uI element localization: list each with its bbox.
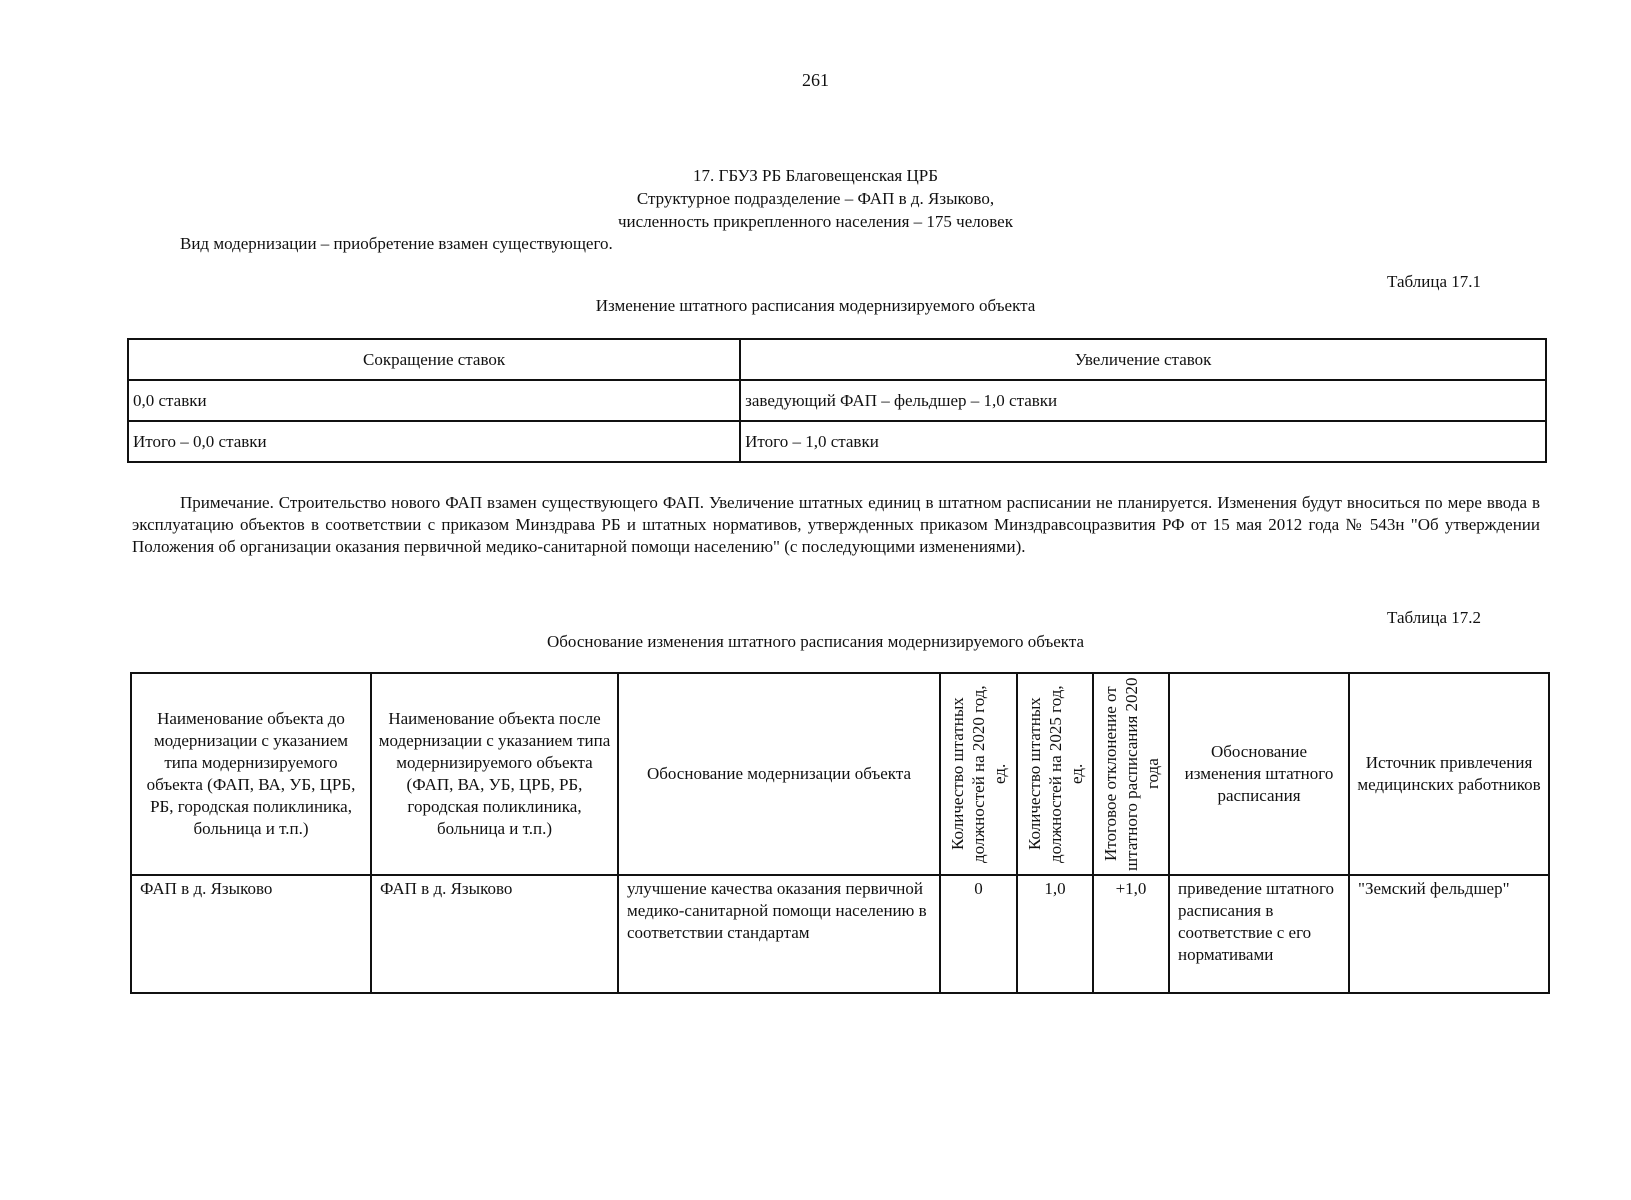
table-row <box>128 380 1546 421</box>
cell-increase: заведующий ФАП – фельдшер – 1,0 ставки <box>740 380 1546 421</box>
header-object-before: Наименование объекта до модернизации с указанием типа модернизируемого объекта (ФАП, ВА, УБ, ЦРБ, РБ, городская поликлиника, больница и т.п.) <box>131 673 371 875</box>
header-modernization-justification: Обоснование модернизации объекта <box>618 673 940 875</box>
header-subdivision: Структурное подразделение – ФАП в д. Языково, <box>636 189 995 208</box>
header-source: Источник привлечения медицинских работников <box>1349 673 1549 875</box>
header-deviation-text: Итоговое отклонение от штатного расписания 2020 года <box>1101 677 1162 871</box>
staffing-justification-table <box>130 672 1550 994</box>
cell-count-2025: 1,0 <box>1017 875 1093 993</box>
cell-object-after: ФАП в д. Языково <box>371 875 618 993</box>
page-number: 261 <box>802 70 829 90</box>
header-count-2020-text: Количество штатных должностей на 2020 год, ед. <box>948 685 1009 863</box>
cell-modernization-justification: улучшение качества оказания первичной медико-санитарной помощи населению в соответствии стандартам <box>618 875 940 993</box>
cell-source: "Земский фельдшер" <box>1349 875 1549 993</box>
header-count-2020 <box>940 673 1017 875</box>
cell-object-before: ФАП в д. Языково <box>131 875 371 993</box>
cell-count-2020: 0 <box>940 875 1017 993</box>
modernization-type: Вид модернизации – приобретение взамен существующего. <box>180 234 613 253</box>
header-object-after: Наименование объекта после модернизации с указанием типа модернизируемого объекта (ФАП, ВА, УБ, ЦРБ, РБ, городская поликлиника, больница и т.п.) <box>371 673 618 875</box>
header-population: численность прикрепленного населения – 175 человек <box>618 212 1013 231</box>
header-staff-justification: Обоснование изменения штатного расписания <box>1169 673 1349 875</box>
cell-reduction-total: Итого – 0,0 ставки <box>128 421 740 462</box>
table2-number: Таблица 17.2 <box>1387 608 1481 627</box>
table-row <box>131 875 1549 993</box>
note-paragraph: Примечание. Строительство нового ФАП взамен существующего ФАП. Увеличение штатных единиц в штатном расписании не планируется. Изменения будут вноситься по мере ввода в эксплуатацию объектов в соответствии с приказом Минздрава РБ и штатных нормативов, утвержденных приказом Минздравсоцразвития РФ от 15 мая 2012 года № 543н "Об утверждении Положения об организации оказания первичной медико-санитарной помощи населению" (с последующими изменениями). <box>132 493 1540 556</box>
table1-title: Изменение штатного расписания модернизируемого объекта <box>595 296 1036 315</box>
header-reduction: Сокращение ставок <box>128 339 740 380</box>
header-increase: Увеличение ставок <box>740 339 1546 380</box>
table2-title: Обоснование изменения штатного расписания модернизируемого объекта <box>546 632 1085 651</box>
table-header-row <box>131 673 1549 875</box>
header-institution: 17. ГБУЗ РБ Благовещенская ЦРБ <box>692 166 938 185</box>
cell-increase-total: Итого – 1,0 ставки <box>740 421 1546 462</box>
table-total-row <box>128 421 1546 462</box>
header-count-2025-text: Количество штатных должностей на 2025 год, ед. <box>1025 685 1086 863</box>
cell-deviation: +1,0 <box>1093 875 1169 993</box>
cell-staff-justification: приведение штатного расписания в соответствие с его нормативами <box>1169 875 1349 993</box>
cell-reduction: 0,0 ставки <box>128 380 740 421</box>
header-deviation <box>1093 673 1169 875</box>
staffing-change-table <box>127 338 1547 463</box>
table1-number: Таблица 17.1 <box>1387 272 1481 291</box>
table-header-row <box>128 339 1546 380</box>
header-count-2025 <box>1017 673 1093 875</box>
